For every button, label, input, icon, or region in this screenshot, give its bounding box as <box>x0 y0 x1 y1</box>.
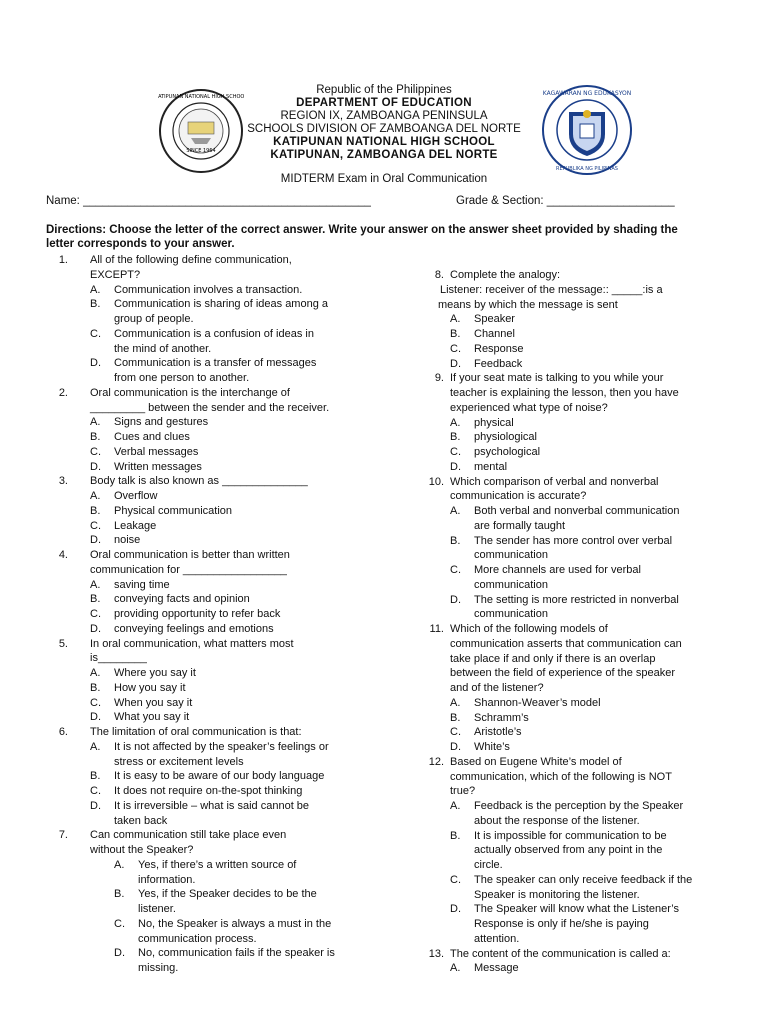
option-text: physiological <box>474 431 537 444</box>
option-letter: B. <box>90 431 101 443</box>
option-letter: D. <box>450 593 461 606</box>
question-text: Oral communication is the interchange of <box>90 386 290 399</box>
directions-line-2: letter corresponds to your answer. <box>46 238 235 250</box>
option-text: providing opportunity to refer back <box>114 608 281 620</box>
option-text: Speaker is monitoring the listener. <box>474 888 640 901</box>
option-text: Feedback is the perception by the Speaker <box>474 800 684 812</box>
question-text: communication, which of the following is NOT <box>450 770 672 783</box>
option-letter: C. <box>90 696 101 709</box>
option-text: saving time <box>114 578 170 591</box>
svg-text:KATIPUNAN NATIONAL HIGH SCHOOL: KATIPUNAN NATIONAL HIGH SCHOOL <box>158 94 244 100</box>
option-letter: B. <box>450 431 461 444</box>
question-text: teacher is explaining the lesson, then you have <box>450 387 679 399</box>
option-letter: A. <box>450 962 461 975</box>
option-text: the mind of another. <box>114 342 212 355</box>
question-number: 7. <box>58 829 68 842</box>
exam-title: MIDTERM Exam in Oral Communication <box>280 173 488 185</box>
question-text: true? <box>450 785 476 798</box>
option-letter: B. <box>90 504 101 517</box>
option-text: Channel <box>474 328 515 340</box>
question-text: If your seat mate is talking to you while your <box>450 372 664 385</box>
option-text: Feedback <box>474 357 523 370</box>
option-text: communication <box>474 578 548 591</box>
option-text: communication <box>474 608 548 621</box>
option-text: Communication is a confusion of ideas in <box>114 327 314 340</box>
directions-line-1: Directions: Choose the letter of the correct answer. Write your answer on the answer sheet provided by shading the <box>46 224 678 236</box>
question-text: Listener: receiver of the message:: _____:is a <box>440 283 663 296</box>
question-number: 5. <box>58 637 68 650</box>
option-text: More channels are used for verbal <box>474 564 641 576</box>
option-letter: B. <box>90 298 101 311</box>
option-text: Response is only if he/she is paying <box>474 918 649 930</box>
option-text: conveying feelings and emotions <box>114 622 274 635</box>
option-text: attention. <box>474 932 520 945</box>
name-field: Name: _____________________________________________ <box>46 195 371 207</box>
question-text: is________ <box>90 652 147 665</box>
option-letter: A. <box>114 858 125 871</box>
option-letter: B. <box>114 888 125 901</box>
option-text: Both verbal and nonverbal communication <box>474 505 680 517</box>
option-text: Message <box>474 962 519 975</box>
question-number: 13. <box>428 947 444 960</box>
option-letter: B. <box>450 829 461 842</box>
header-line-1: Republic of the Philippines <box>316 84 452 96</box>
option-text: are formally taught <box>474 519 566 532</box>
svg-text:REPUBLIKA NG PILIPINAS: REPUBLIKA NG PILIPINAS <box>556 166 618 172</box>
option-text: physical <box>474 416 514 429</box>
option-letter: D. <box>90 799 101 812</box>
question-text: Based on Eugene White’s model of <box>450 755 622 768</box>
header-region: REGION IX, ZAMBOANGA PENINSULA <box>280 110 488 122</box>
question-text: Which of the following models of <box>450 623 608 635</box>
header-address: KATIPUNAN, ZAMBOANGA DEL NORTE <box>270 149 498 161</box>
option-text: Response <box>474 342 524 355</box>
question-number: 10. <box>428 475 444 488</box>
option-text: Overflow <box>114 490 158 502</box>
option-letter: D. <box>90 460 101 473</box>
option-letter: C. <box>450 342 461 355</box>
option-text: from one person to another. <box>114 372 250 384</box>
option-text: circle. <box>474 859 503 871</box>
option-text: communication <box>474 549 548 562</box>
option-letter: D. <box>450 357 461 370</box>
option-text: communication process. <box>138 932 257 945</box>
option-text: taken back <box>114 814 168 827</box>
option-text: Physical communication <box>114 504 232 517</box>
question-number: 4. <box>58 549 68 561</box>
option-letter: A. <box>450 313 461 326</box>
option-text: Yes, if the Speaker decides to be the <box>138 888 317 901</box>
option-letter: A. <box>450 505 461 517</box>
option-text: information. <box>138 873 196 886</box>
question-text: means by which the message is sent <box>438 298 618 311</box>
question-text: The limitation of oral communication is that: <box>90 726 302 738</box>
question-number: 1. <box>58 254 68 266</box>
option-letter: A. <box>450 800 461 812</box>
option-text: Leakage <box>114 519 157 532</box>
option-letter: C. <box>114 917 125 930</box>
question-number: 8. <box>434 269 444 281</box>
option-text: mental <box>474 460 508 473</box>
header-division: SCHOOLS DIVISION OF ZAMBOANGA DEL NORTE <box>247 123 521 135</box>
option-text: It is easy to be aware of our body language <box>114 770 325 783</box>
option-letter: C. <box>450 446 461 458</box>
option-text: Communication is sharing of ideas among a <box>114 298 329 311</box>
option-letter: D. <box>90 622 101 635</box>
option-letter: D. <box>114 947 125 960</box>
option-letter: D. <box>90 711 101 724</box>
option-text: Written messages <box>114 460 202 473</box>
option-letter: A. <box>90 283 101 296</box>
option-letter: A. <box>90 416 101 429</box>
option-letter: D. <box>450 460 461 473</box>
question-text: communication is accurate? <box>450 490 587 503</box>
question-number: 3. <box>58 475 68 488</box>
option-letter: C. <box>90 445 101 458</box>
grade-section-field: Grade & Section: ____________________ <box>456 195 675 207</box>
option-text: about the response of the listener. <box>474 814 640 827</box>
option-letter: D. <box>90 534 101 547</box>
option-text: Communication involves a transaction. <box>114 283 303 296</box>
option-text: psychological <box>474 446 541 458</box>
option-text: Cues and clues <box>114 431 190 443</box>
option-letter: C. <box>450 873 461 886</box>
question-text: _________ between the sender and the receiver. <box>90 401 330 414</box>
option-letter: B. <box>450 328 461 340</box>
option-text: What you say it <box>114 711 190 724</box>
option-text: conveying facts and opinion <box>114 593 250 606</box>
question-number: 11. <box>429 623 444 635</box>
option-letter: C. <box>90 519 101 532</box>
option-text: When you say it <box>114 696 193 709</box>
option-letter: A. <box>450 696 461 709</box>
option-text: No, the Speaker is always a must in the <box>138 917 332 930</box>
option-letter: A. <box>90 740 101 753</box>
question-text: and of the listener? <box>450 682 544 694</box>
question-text: take place if and only if there is an overlap <box>450 652 656 665</box>
option-letter: A. <box>90 490 101 502</box>
question-text: In oral communication, what matters most <box>90 637 294 650</box>
question-number: 12. <box>428 755 444 768</box>
question-text: Can communication still take place even <box>90 829 287 842</box>
question-text: Oral communication is better than written <box>90 549 290 561</box>
option-letter: A. <box>90 667 101 679</box>
option-letter: C. <box>450 564 461 576</box>
question-text: between the field of experience of the speaker <box>450 667 676 680</box>
question-text: Which comparison of verbal and nonverbal <box>450 475 659 488</box>
option-text: It does not require on-the-spot thinking <box>114 785 303 797</box>
question-text: All of the following define communication, <box>90 254 292 266</box>
option-text: listener. <box>138 903 176 915</box>
option-text: White’s <box>474 741 510 753</box>
option-text: Communication is a transfer of messages <box>114 357 317 370</box>
header-department: DEPARTMENT OF EDUCATION <box>296 97 472 109</box>
question-number: 6. <box>58 726 68 738</box>
option-text: actually observed from any point in the <box>474 844 663 857</box>
question-text: without the Speaker? <box>90 844 194 856</box>
option-letter: A. <box>450 416 461 429</box>
option-letter: D. <box>450 903 461 916</box>
option-text: stress or excitement levels <box>114 755 244 768</box>
option-letter: B. <box>450 534 461 547</box>
option-text: group of people. <box>114 313 194 325</box>
option-text: noise <box>114 534 141 547</box>
option-letter: A. <box>90 578 101 591</box>
option-letter: D. <box>450 741 461 753</box>
question-text: experienced what type of noise? <box>450 401 608 414</box>
question-text: Complete the analogy: <box>450 269 561 281</box>
option-text: Schramm’s <box>474 711 529 724</box>
question-text: communication asserts that communication can <box>450 637 682 650</box>
svg-text:SINCE 1964: SINCE 1964 <box>186 148 216 154</box>
option-letter: C. <box>90 785 101 797</box>
question-text: Body talk is also known as ______________ <box>90 475 308 488</box>
option-letter: B. <box>90 593 101 606</box>
question-number: 2. <box>58 386 68 399</box>
option-text: Verbal messages <box>114 445 199 458</box>
option-letter: B. <box>90 681 101 694</box>
question-text: communication for _________________ <box>90 563 287 576</box>
option-text: Signs and gestures <box>114 416 209 429</box>
option-text: How you say it <box>114 681 186 694</box>
svg-text:KAGAWARAN NG EDUKASYON: KAGAWARAN NG EDUKASYON <box>542 90 632 97</box>
question-number: 9. <box>434 372 444 385</box>
question-text: EXCEPT? <box>90 268 141 281</box>
option-text: Aristotle’s <box>474 726 522 739</box>
option-text: Where you say it <box>114 667 196 679</box>
option-letter: D. <box>90 357 101 370</box>
option-text: Shannon-Weaver’s model <box>474 696 601 709</box>
option-letter: B. <box>450 711 461 724</box>
option-text: It is impossible for communication to be <box>474 829 667 842</box>
option-letter: C. <box>450 726 461 739</box>
option-letter: C. <box>90 608 101 620</box>
option-text: Speaker <box>474 313 515 326</box>
option-text: The Speaker will know what the Listener’s <box>474 903 680 916</box>
option-letter: C. <box>90 327 101 340</box>
option-letter: B. <box>90 770 101 783</box>
question-text: The content of the communication is called a: <box>450 947 671 960</box>
option-text: No, communication fails if the speaker is <box>138 947 335 960</box>
option-text: The sender has more control over verbal <box>474 534 673 547</box>
option-text: Yes, if there’s a written source of <box>138 858 297 871</box>
option-text: The setting is more restricted in nonverbal <box>474 593 679 606</box>
option-text: The speaker can only receive feedback if the <box>474 873 693 886</box>
option-text: missing. <box>138 962 179 974</box>
header-school: KATIPUNAN NATIONAL HIGH SCHOOL <box>273 136 495 148</box>
option-text: It is irreversible – what is said cannot be <box>114 799 310 812</box>
option-text: It is not affected by the speaker’s feelings or <box>114 740 329 753</box>
